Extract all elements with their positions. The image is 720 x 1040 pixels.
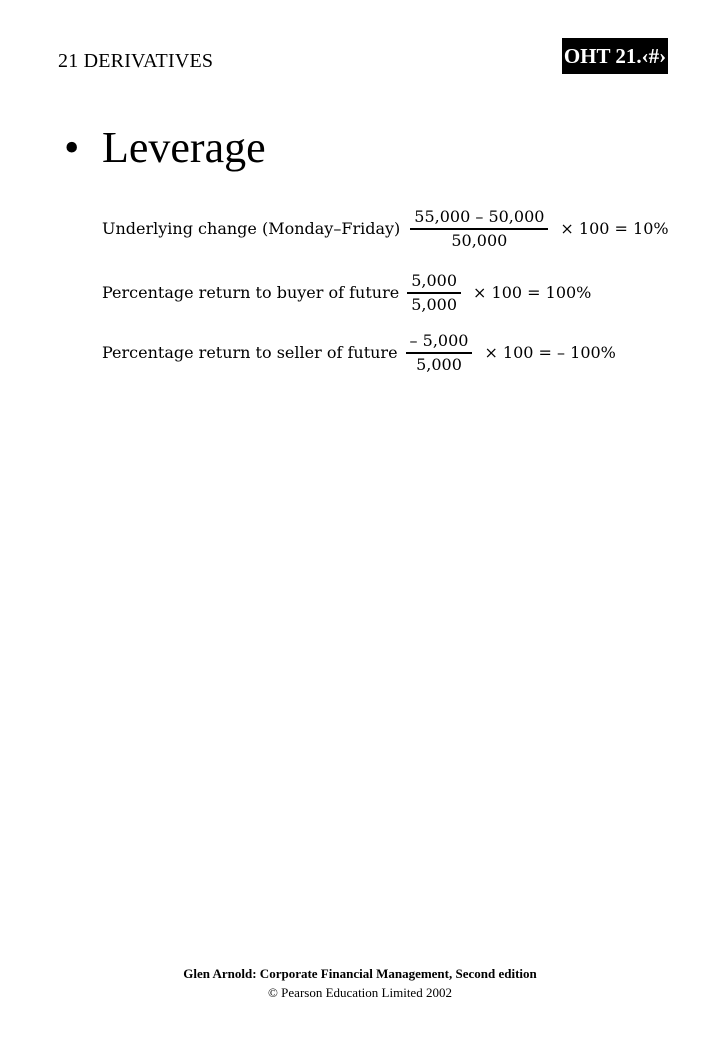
formula-label: Underlying change (Monday–Friday)	[102, 219, 401, 239]
fraction-denominator: 50,000	[451, 230, 508, 250]
slide-heading	[64, 122, 266, 173]
formula-result: × 100 = – 100%	[484, 343, 616, 363]
fraction-denominator: 5,000	[416, 354, 462, 374]
slide-title: Leverage	[102, 123, 266, 172]
formula-fraction	[407, 270, 461, 316]
formula-fraction	[410, 206, 548, 252]
formula-fraction	[406, 330, 473, 376]
footer-copyright: © Pearson Education Limited 2002	[268, 985, 452, 1000]
chapter-title: 21 DERIVATIVES	[58, 50, 214, 72]
footer-book-title: Glen Arnold: Corporate Financial Management, Second edition	[183, 966, 537, 981]
slide-number-badge: OHT 21.‹#›	[562, 38, 668, 74]
formula-result: × 100 = 100%	[473, 283, 592, 303]
fraction-numerator: 55,000 – 50,000	[414, 207, 545, 226]
fraction-numerator: – 5,000	[409, 331, 469, 350]
formula-label: Percentage return to seller of future	[102, 343, 398, 363]
bullet-icon: •	[64, 123, 80, 172]
formula-row-underlying-change	[102, 206, 669, 252]
fraction-denominator: 5,000	[411, 294, 458, 314]
fraction-numerator: 5,000	[411, 271, 458, 290]
formula-row-buyer-return	[102, 270, 591, 316]
formula-row-seller-return	[102, 330, 616, 376]
formula-result: × 100 = 10%	[560, 219, 669, 239]
formula-label: Percentage return to buyer of future	[102, 283, 400, 303]
